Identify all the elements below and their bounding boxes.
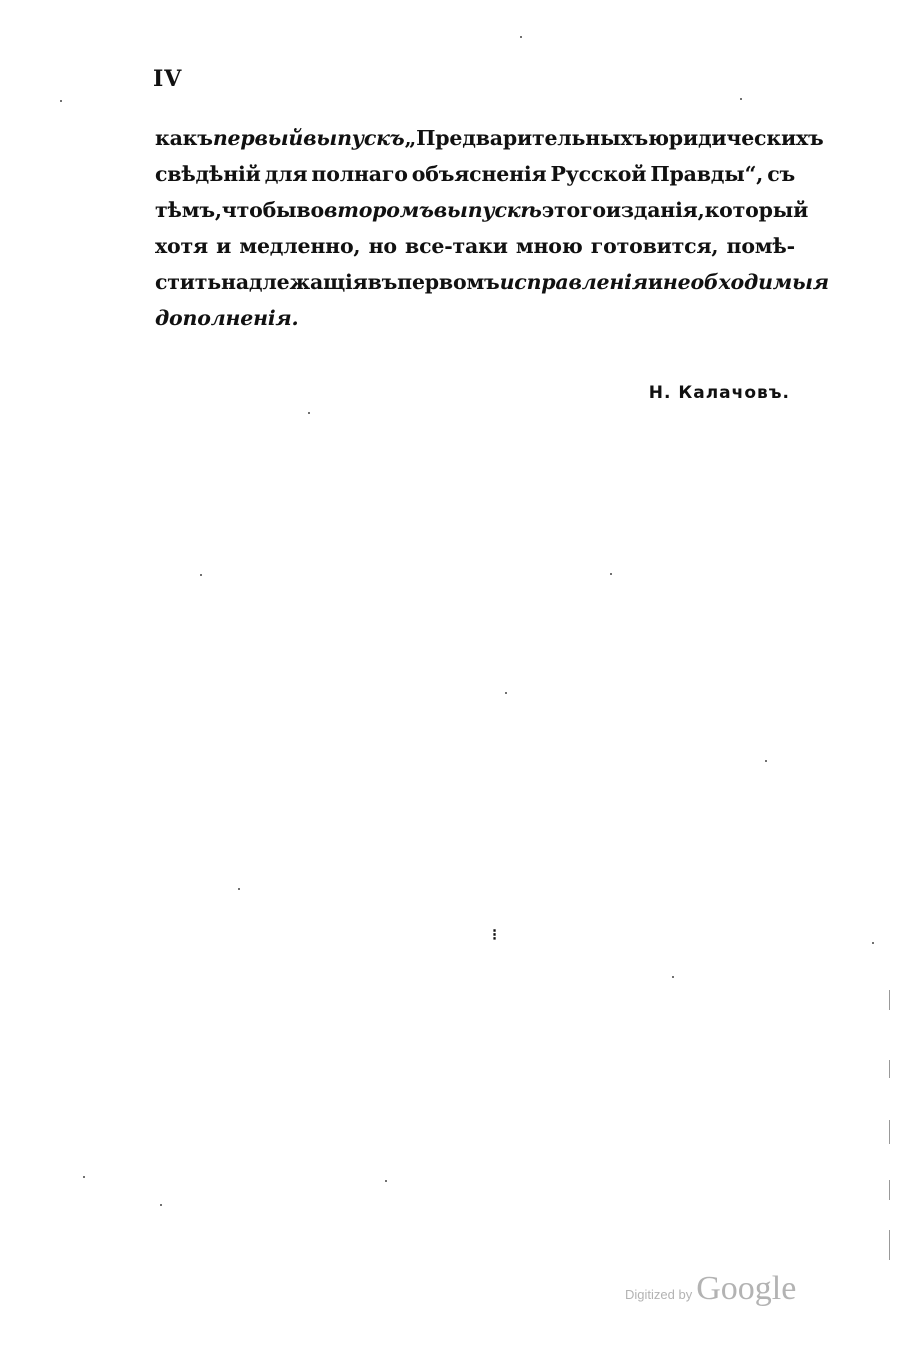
scan-speck [520, 36, 522, 38]
scan-speck [83, 1176, 85, 1178]
text-word: этого [541, 198, 606, 222]
scan-edge-mark [889, 990, 890, 1010]
text-word: для [264, 162, 308, 186]
scan-speck [308, 412, 310, 414]
text-word: во [296, 198, 324, 222]
text-word: который [704, 198, 809, 222]
scan-speck [200, 574, 202, 576]
scan-speck [160, 1204, 162, 1206]
text-word: второмъ [323, 198, 434, 222]
scan-speck [740, 98, 742, 100]
text-word: надлежащія [221, 270, 368, 294]
text-word: Русской [550, 162, 647, 186]
text-word: дополненія. [155, 306, 299, 330]
scan-speck [385, 1180, 387, 1182]
google-watermark [625, 1270, 796, 1308]
text-word: готовится, [590, 234, 719, 258]
text-word: „Предварительныхъ [404, 126, 648, 150]
scan-speck [60, 100, 62, 102]
text-word: медленно, [239, 234, 361, 258]
scan-edge-mark [889, 1060, 890, 1078]
scan-edge-mark [889, 1120, 890, 1144]
text-word: помѣ- [726, 234, 795, 258]
text-word: первый [212, 126, 304, 150]
scan-speck [765, 760, 767, 762]
scan-edge-mark [889, 1180, 890, 1200]
text-word: объясненія [411, 162, 547, 186]
scan-speck [238, 888, 240, 890]
author-signature: Н. Калачовъ. [648, 383, 790, 403]
text-word: все-таки [405, 234, 508, 258]
page-number: IV [153, 66, 183, 92]
text-line-3 [155, 192, 809, 228]
text-word: чтобы [221, 198, 297, 222]
text-line-4 [155, 228, 795, 264]
text-word: тѣмъ, [155, 198, 222, 222]
text-word: съ [767, 162, 795, 186]
text-word: стить [155, 270, 222, 294]
text-word: Правды“, [650, 162, 764, 186]
scan-speck [505, 692, 507, 694]
text-word: свѣдѣній [155, 162, 261, 186]
text-word: но [368, 234, 397, 258]
text-word: выпускъ [303, 126, 405, 150]
body-paragraph [155, 120, 829, 336]
scan-speck [872, 942, 874, 944]
text-word: юридическихъ [647, 126, 824, 150]
text-word: въ [367, 270, 398, 294]
text-word: изданія, [605, 198, 705, 222]
text-line-2 [155, 156, 795, 192]
scan-speck [672, 976, 674, 978]
text-line-6 [155, 300, 795, 336]
google-logo: Google [696, 1270, 797, 1307]
scan-edge-mark [889, 1230, 890, 1260]
scan-speck [610, 573, 612, 575]
text-word: и [647, 270, 663, 294]
text-word: мною [515, 234, 583, 258]
text-word: полнаго [311, 162, 408, 186]
text-word: необходимыя [662, 270, 829, 294]
text-line-1 [155, 120, 824, 156]
text-word: и [216, 234, 232, 258]
text-line-5 [155, 264, 829, 300]
digitized-by-label: Digitized by [625, 1287, 693, 1302]
text-word: первомъ [397, 270, 500, 294]
text-word: хотя [155, 234, 208, 258]
text-word: какъ [155, 126, 213, 150]
ornament-mark: ⁝ [492, 925, 498, 944]
text-word: выпускѣ [433, 198, 542, 222]
text-word: исправленія [499, 270, 648, 294]
